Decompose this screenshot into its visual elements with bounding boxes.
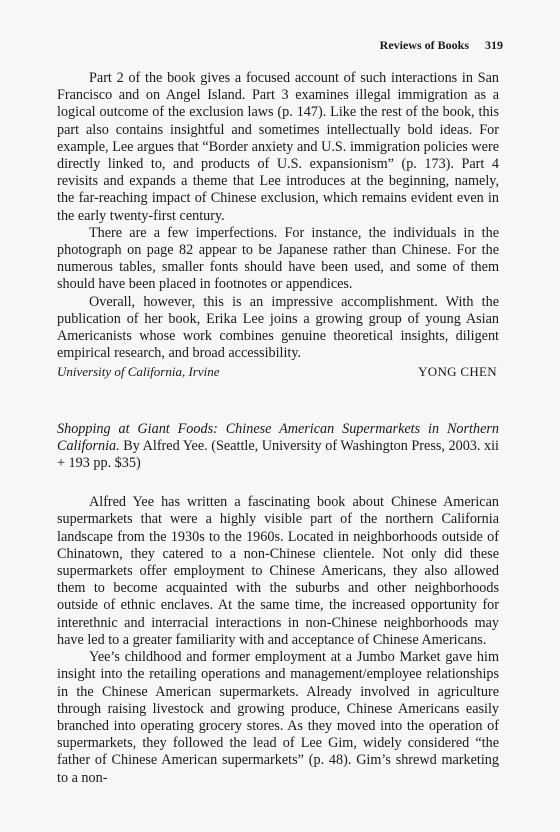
review1-paragraph: Part 2 of the book gives a focused account of such interactions in San Francisco and on Angel Island. Part 3 examines illegal immigration as a logical outcome of the exclusion laws (p. 147). Like the rest of the book, this part also contains insightful and sometimes intellectually bold ideas. For example, Lee argues that “Border anxiety and U.S. immigration policies were directly linked to, and products of U.S. expansionism” (p. 173). Part 4 revisits and expands a theme that Lee introduces at the beginning, namely, the far-reaching impact of Chinese exclusion, which remains evident even in the early twenty-first century.: [57, 70, 499, 224]
page-body: [57, 70, 499, 787]
page-number: 319: [485, 38, 503, 52]
reviewer-affiliation: University of California, Irvine: [57, 364, 220, 380]
running-header: [380, 38, 503, 53]
review1-paragraph: There are a few imperfections. For instance, the individuals in the photograph on page 82 appear to be Japanese rather than Chinese. For the numerous tables, smaller fonts should have been used, and some of them should have been placed in footnotes or appendices.: [57, 224, 499, 293]
reviewer-signature: [57, 363, 499, 380]
reviewer-name: YONG CHEN: [418, 364, 497, 380]
book-details: By Alfred Yee. (Seattle, University of Washington Press, 2003. xii + 193 pp. $35): [57, 437, 499, 472]
review2-paragraph: Alfred Yee has written a fascinating book about Chinese American supermarkets that were a highly visible part of the northern California landscape from the 1930s to the 1960s. Located in neighborhoods outside of Chinatown, they catered to a non-Chinese clientele. Not only did these supermarkets offer employment to Chinese Americans, they also allowed them to become acquainted with the suburbs and other neighborhoods outside of ethnic enclaves. At the same time, the increased opportunity for interethnic and interracial interactions in non-Chinese neighborhoods may have led to a greater familiarity with and acceptance of Chinese Americans.: [57, 494, 499, 648]
review1-paragraph: Overall, however, this is an impressive accomplishment. With the publication of her book, Erika Lee joins a growing group of young Asian Americanists whose work combines genuine theoretical insights, diligent empirical research, and broad accessibility.: [57, 293, 499, 362]
book-title: Shopping at Giant Foods: Chinese American Supermarkets in Northern California.: [57, 420, 499, 454]
book-citation: [57, 421, 499, 473]
running-header-title: Reviews of Books: [379, 38, 469, 52]
review2-paragraph: Yee’s childhood and former employment at a Jumbo Market gave him insight into the retailing operations and management/employee relationships in the Chinese American supermarkets. Already involved in agriculture through raising livestock and growing produce, Chinese Americans easily branched into operating grocery stores. As they moved into the operation of supermarkets, they followed the lead of Lee Gim, widely considered “the father of Chinese American supermarkets” (p. 48). Gim’s shrewd marketing to a non-: [57, 649, 499, 786]
